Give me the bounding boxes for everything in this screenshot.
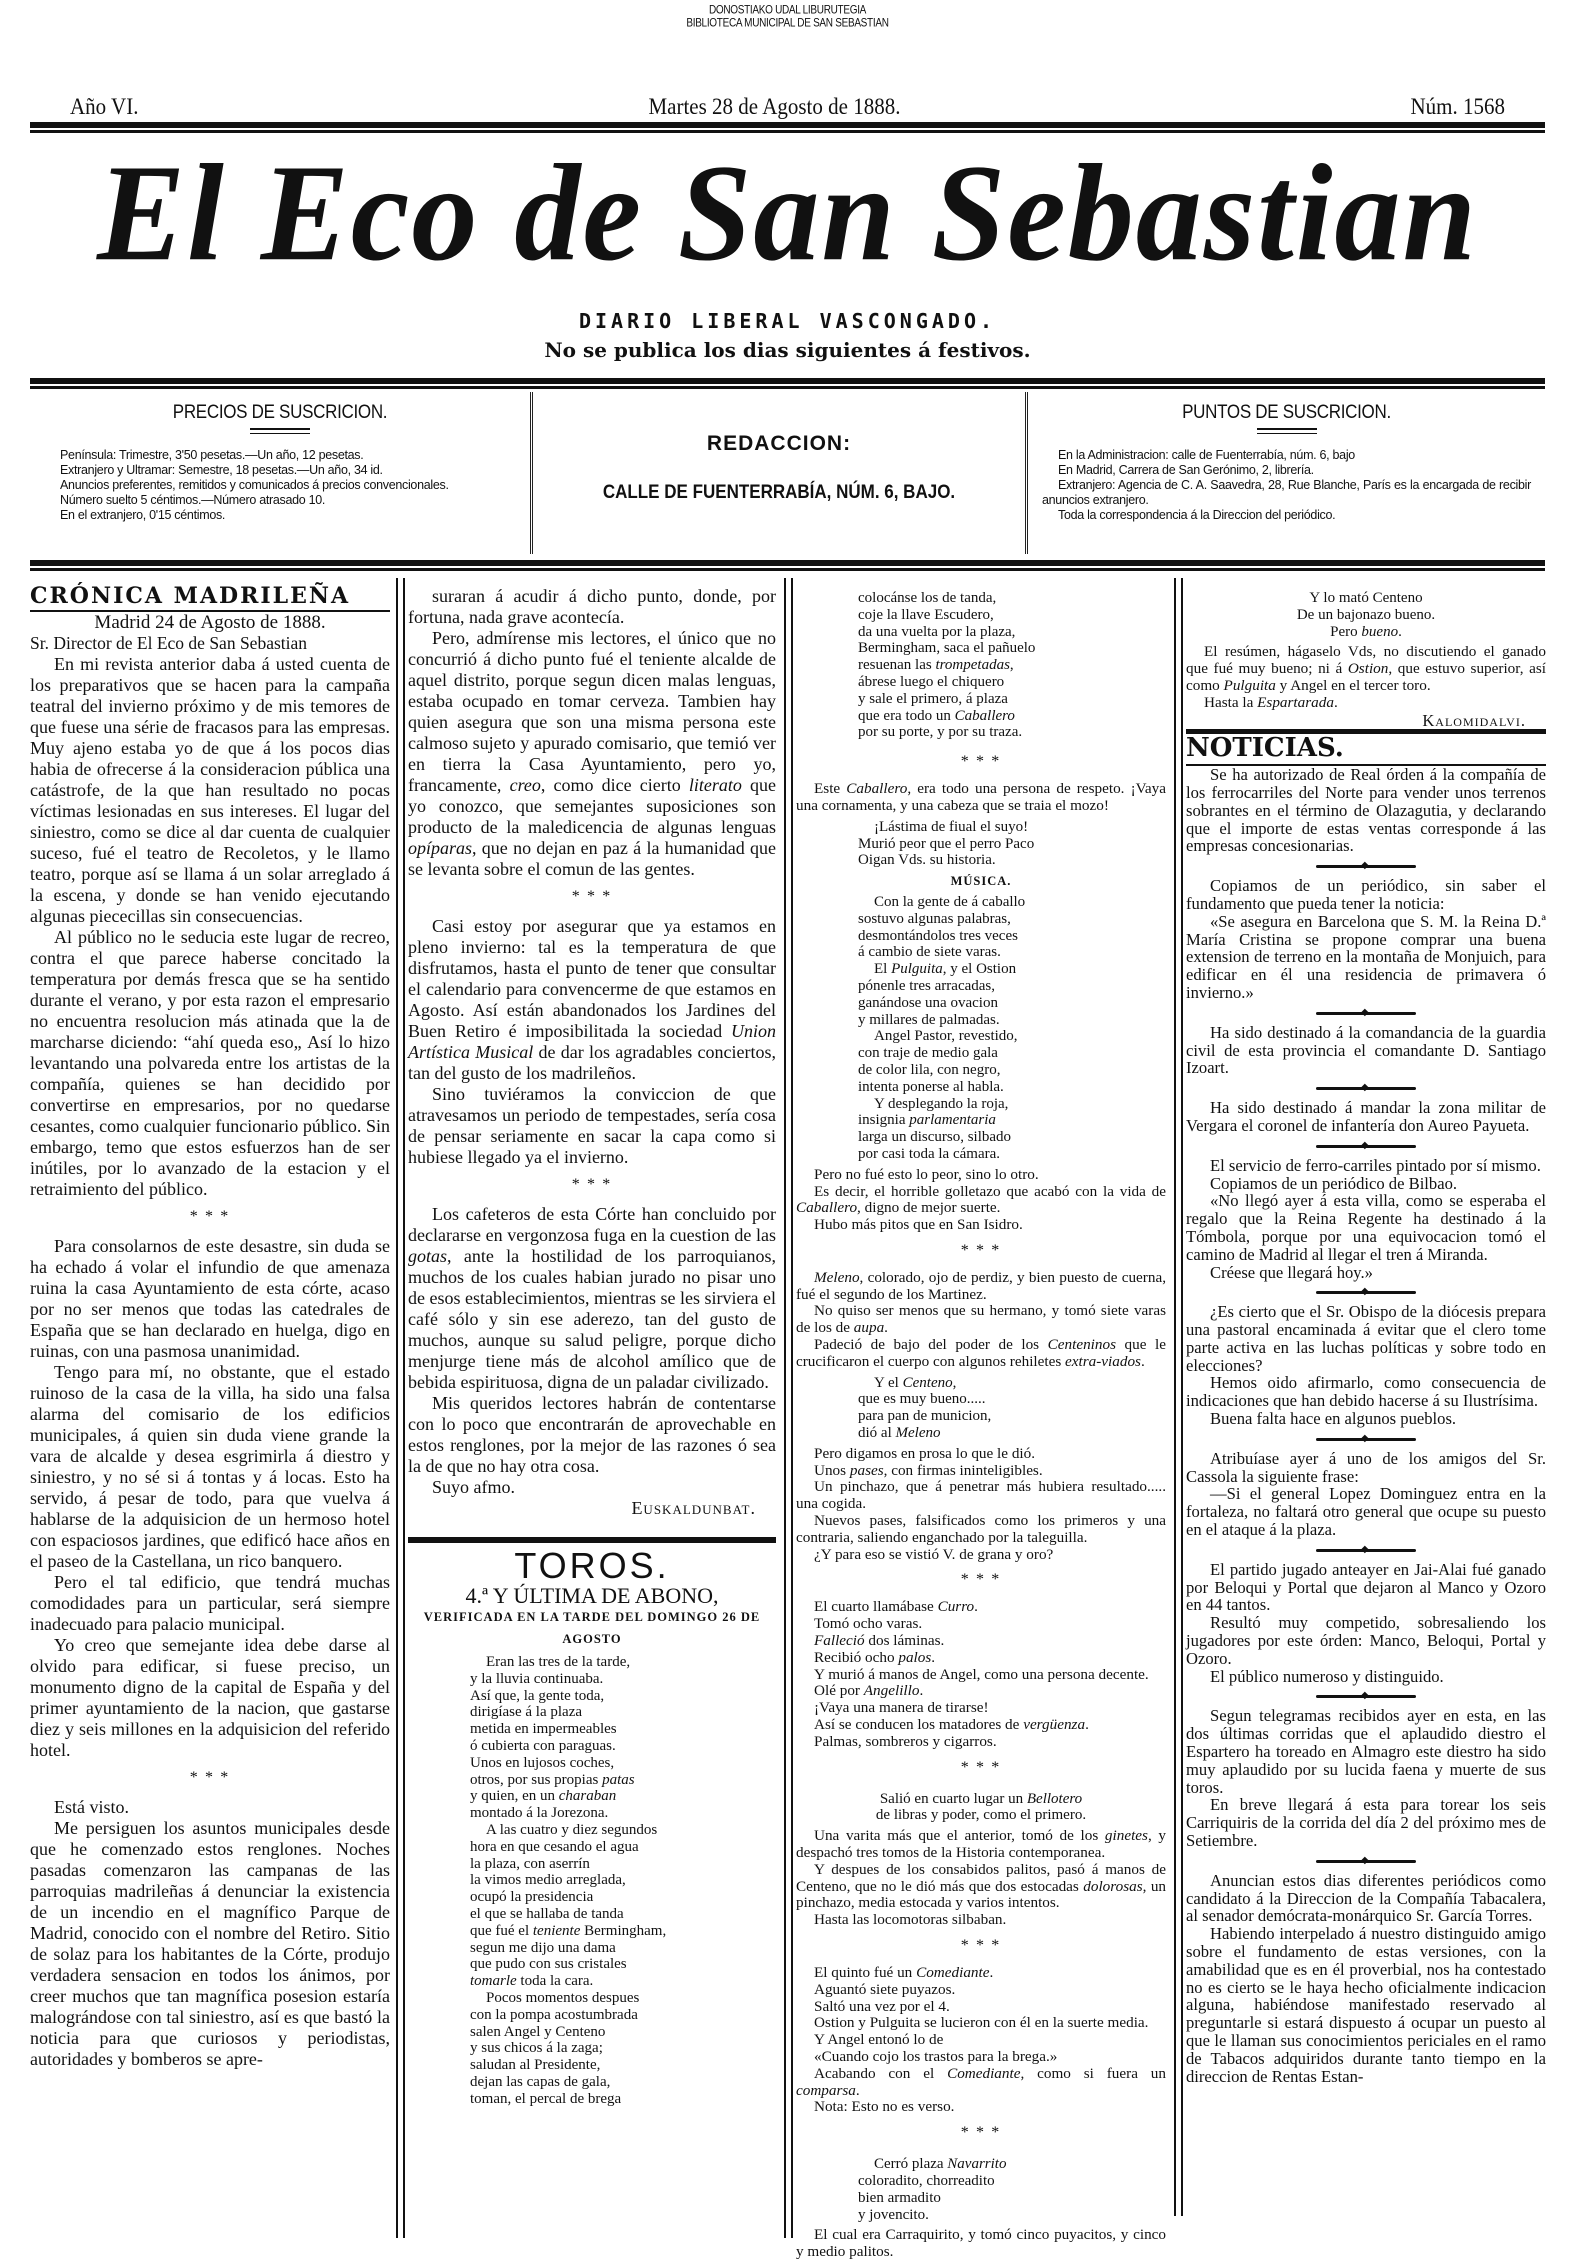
article-column xyxy=(796,586,1167,2261)
price-line: Extranjero y Ultramar: Semestre, 18 pesetas.—Un año, 34 id. xyxy=(60,463,383,477)
paragraph: El servicio de ferro-carriles pintado por sí mismo. xyxy=(1210,1155,1541,1175)
paragraph: Meleno, colorado, ojo de perdiz, y bien puesto de cuerna, fué el segundo de los Martinez. xyxy=(796,1268,1166,1303)
verse-line: metida en impermeables xyxy=(470,1721,617,1738)
verse-block xyxy=(796,2156,1166,2223)
prices-title: PRECIOS DE SUSCRICION. xyxy=(172,400,388,423)
paragraph: Y despues de los consabidos palitos, pasó á manos de Centeno, que no le dió más que dos estocadas dolorosas, un pinchazo, media estocada y varios intentos. xyxy=(796,1860,1167,1912)
paragraph: Yo creo que semejante idea debe darse al olvido para edificar, si fuese preciso, un monumento digno de la capital de España y del primer ayuntamiento de la nacion, que gastarse diez y seis millones en la adquisicion del referido hotel. xyxy=(30,1635,390,1760)
paragraph: Copiamos de un periódico de Bilbao. xyxy=(1210,1173,1458,1193)
verse-line: dirigíase á la plaza xyxy=(470,1704,583,1721)
verse-line: de color lila, con negro, xyxy=(858,1061,1001,1078)
paragraph: Al público no le seducia este lugar de recreo, contra el que parece haberse concitado la temperatura por demás fresca que se ha sentido durante el verano, y por esta razon el empresario no encuentra resolucion más atinada que la de marcharse diciendo: “ahí queda eso„ Así lo hizo levantando una polvareda entre los artistas de la compañía, quienes se han decidido por convertirse en empresarios, por no quedarse cesantes, como cualquier funcionario público. Sin embargo, temo que estos esfuerzos han de ser inútiles, por lo avanzado de la estacion y el retraimiento del público. xyxy=(30,927,390,1199)
paragraph: Y Angel entonó lo de xyxy=(814,2031,944,2049)
verse-line: de libras y poder, como el primero. xyxy=(875,1807,1087,1824)
section-break-asterisks: * * * xyxy=(960,1571,1002,1589)
verse-line: el que se hallaba de tanda xyxy=(470,1905,624,1922)
issue-date: Martes 28 de Agosto de 1888. xyxy=(648,92,901,119)
paragraph: En mi revista anterior daba á usted cuenta de los preparativos que se hacen para la campaña teatral del invierno próximo y de mis temores de que fuese una série de fracasos para las empresas. Muy ajeno estaba yo de que á los pocos dias habia de ofrecerse á la consideracion pública una catástrofe, de la que han resultado no pocas víctimas lesionadas en sus intereses. El lugar del siniestro, como se dice al dar cuenta de cualquier suceso, fué el teatro de Recoletos, y le llamo teatro, porque así se llama á un solar arreglado á la escena, y donde se han venido ejecutando algunas piececillas sin consecuencias. xyxy=(30,654,390,926)
paragraph: Ha sido destinado á la comandancia de la guardia civil de esta provincia el comandante D. Santiago Izoart. xyxy=(1186,1022,1546,1078)
redaccion-address: CALLE DE FUENTERRABÍA, NÚM. 6, BAJO. xyxy=(602,480,956,503)
points-section xyxy=(1025,392,1545,554)
verse-line: insignia parlamentaria xyxy=(858,1112,996,1129)
news-separator-ornament xyxy=(1186,1285,1546,1299)
verse-line: que pudo con sus cristales xyxy=(470,1956,627,1973)
verse-line: Bermingham, saca el pañuelo xyxy=(858,640,1036,657)
redaccion-section xyxy=(530,392,1025,554)
price-line: Número suelto 5 céntimos.—Número atrasado 10. xyxy=(60,493,326,507)
paragraph: Nota: Esto no es verso. xyxy=(814,2098,955,2116)
verse-line: ¡Lástima de fiual el suyo! xyxy=(874,818,1029,835)
paragraph: Pero el tal edificio, que tendrá muchas comodidades para un particular, será siempre inadecuado para palacio municipal. xyxy=(30,1572,390,1634)
verse-line: toman, el percal de brega xyxy=(470,2090,622,2107)
paragraph: Aguantó siete puyazos. xyxy=(814,1980,956,1998)
paragraph: Palmas, sombreros y cigarros. xyxy=(814,1732,997,1750)
verse-line: coje la llave Escudero, xyxy=(858,606,994,623)
paragraph: «No llegó ayer á esta villa, como se esperaba el regalo que la Reina Regente ha destinado á la Tómbola, porque por una equivocacion tomó el camino de Madrid al llegar el tren á Miranda. xyxy=(1186,1191,1546,1264)
article-column xyxy=(30,583,390,2238)
section-break-asterisks: * * * xyxy=(960,1758,1002,1776)
paragraph: El partido jugado anteayer en Jai-Alai fué ganado por Beloqui y Portal que dejaron al Manco y Ozoro en 44 tantos. xyxy=(1186,1559,1546,1615)
subscription-box xyxy=(30,392,1545,554)
verse-line: Cerró plaza Navarrito xyxy=(874,2156,1007,2173)
paragraph: Hemos oido afirmarlo, como consecuencia de indicaciones que han debido hacerse á su Ilustrísima. xyxy=(1186,1373,1546,1411)
verse-subheading: MÚSICA. xyxy=(950,874,1012,889)
section-break-asterisks: * * * xyxy=(571,1176,613,1193)
header-rule xyxy=(30,378,1545,386)
section-break-asterisks: * * * xyxy=(960,2124,1002,2142)
verse-line: da una vuelta por la plaza, xyxy=(858,623,1016,640)
paragraph: ¿Y para eso se vistió V. de grana y oro? xyxy=(814,1545,1054,1563)
paragraph: Nuevos pases, falsificados como los primeros y una contraria, saliendo enganchado por la taleguilla. xyxy=(796,1512,1166,1546)
verse-line: colocánse los de tanda, xyxy=(858,590,997,606)
paragraph: Este Caballero, era todo una persona de respeto. ¡Vaya una cornamenta, y una cabeza que se traia el mozo! xyxy=(796,780,1166,814)
paragraph: El cuarto llamábase Curro. xyxy=(814,1598,978,1616)
paragraph: Suyo afmo. xyxy=(432,1477,515,1497)
paragraph: Falleció dos láminas. xyxy=(814,1632,945,1650)
newspaper-tagline: DIARIO LIBERAL VASCONGADO. xyxy=(578,309,997,333)
verse-line: á cambio de siete varas. xyxy=(858,944,1001,961)
verse-line: Y el Centeno, xyxy=(874,1374,957,1391)
news-separator-ornament xyxy=(1186,1854,1546,1868)
paragraph: Tengo para mí, no obstante, que el estado ruinoso de la casa de la villa, ha sido una falsa alarma del comisario de los edificios municipales, á quien sin duda viene grande la vara de alcalde y desea esgrimirla á diestro y siniestro, y no sé si á tontas y á locas. Esto ha servido, á pesar de todo, para que vuelva á hablarse de la adquisicion de un hermoso hotel con espaciosos jardines, que edificó hace años en el paseo de la Castellana, un rico banquero. xyxy=(30,1362,390,1571)
paragraph: El resúmen, hágaselo Vds, no discutiendo el ganado que fué muy bueno; ni á Ostion, que estuvo superior, así como Pulguita y Angel en el tercer toro. xyxy=(1186,643,1546,694)
point-line: Extranjero: Agencia de C. A. Saavedra, 28, Rue Blanche, París es la encargada de recibir anuncios extranjero. xyxy=(1042,478,1531,507)
paragraph: ¿Es cierto que el Sr. Obispo de la diócesis prepara una pastoral encaminada á evitar que el clero tome parte activa en las luchas políticas y sobre todo en elecciones? xyxy=(1186,1302,1546,1375)
paragraph: Se ha autorizado de Real órden á la compañía de los ferrocarriles del Norte para vender unos terrenos sobrantes en el término de Olazagutia, y declarando que el importe de estas ventas corresponde á las empresas concesionarias. xyxy=(1186,765,1546,856)
letter-salutation: Sr. Director de El Eco de San Sebastian xyxy=(30,633,308,653)
author-signature: Kalomidalvi. xyxy=(1422,710,1526,730)
verse-line: otros, por sus propias patas xyxy=(470,1771,635,1788)
verse-line: ó cubierta con paraguas. xyxy=(470,1737,616,1754)
library-stamp xyxy=(0,4,1575,30)
verse-line: y millares de palmadas. xyxy=(858,1011,1000,1028)
toros-heading: TOROS. xyxy=(514,1545,670,1586)
column-divider xyxy=(1174,578,1183,2216)
point-line: En la Administracion: calle de Fuenterrabía, núm. 6, bajo xyxy=(1058,448,1355,462)
verse-line: saludan al Presidente, xyxy=(470,2057,601,2074)
verse-block xyxy=(796,1375,1166,1442)
paragraph: suraran á acudir á dicho punto, donde, por fortuna, nada grave acontecía. xyxy=(408,586,776,627)
news-separator-ornament xyxy=(1186,1432,1546,1446)
paragraph: ¡Vaya una manera de tirarse! xyxy=(814,1699,989,1717)
section-break-asterisks: * * * xyxy=(960,1241,1002,1259)
paragraph: Y murió á manos de Angel, como una persona decente. xyxy=(814,1665,1149,1683)
redaccion-title: REDACCION: xyxy=(706,432,852,455)
noticias-heading: NOTICIAS. xyxy=(1186,729,1546,766)
paragraph: No quiso ser menos que su hermano, y tomó siete varas de los de aupa. xyxy=(796,1302,1166,1337)
paragraph: «Cuando cojo los trastos para la brega.» xyxy=(814,2047,1058,2065)
paragraph: Segun telegramas recibidos ayer en esta, en las dos últimas corridas que el aplaudido diestro el Espartero ha toreado en Almagro este diestro ha sido muy aplaudido por su lucida faena y muerte de sus toros. xyxy=(1186,1706,1546,1797)
verse-line: ocupó la presidencia xyxy=(470,1889,594,1906)
news-separator-ornament xyxy=(1186,859,1546,873)
verse-line: ábrese luego el chiquero xyxy=(858,673,1005,690)
verse-line: Y desplegando la roja, xyxy=(874,1095,1009,1112)
verse-line: que era todo un Caballero xyxy=(858,707,1015,724)
paragraph: Para consolarnos de este desastre, sin duda se ha echado á volar el infundio de que amenaza ruina la casa Ayuntamiento de esta córte, acaso por no ser menos que todas las catedrales de España que se han declarado en huelga, digo en ruinas, con una pasmosa unanimidad. xyxy=(30,1236,390,1361)
toros-date-line: VERIFICADA EN LA TARDE DEL DOMINGO 26 DE AGOSTO xyxy=(423,1610,761,1646)
paragraph: Anuncian estos dias diferentes periódicos como candidato á la Direccion de la Compañía Tabacalera, al senador demócrata-monárquico Sr. García Torres. xyxy=(1186,1870,1546,1926)
section-break-asterisks: * * * xyxy=(189,1208,231,1225)
paragraph: Recibió ocho palos. xyxy=(814,1648,936,1666)
paragraph: Copiamos de un periódico, sin saber el fundamento que pueda tener la noticia: xyxy=(1186,876,1546,913)
newspaper-title: El Eco de San Sebastian xyxy=(97,135,1478,290)
verse-line: la plaza, con aserrín xyxy=(470,1855,590,1872)
article-column xyxy=(1186,586,1546,2238)
paragraph: Buena falta hace en algunos pueblos. xyxy=(1210,1409,1457,1429)
verse-line: Pero bueno. xyxy=(1330,623,1402,640)
verse-line: y quien, en un charaban xyxy=(470,1788,617,1805)
paragraph: Es decir, el horrible golletazo que acabó con la vida de Caballero, digno de mejor suerte. xyxy=(796,1182,1166,1217)
verse-block xyxy=(796,894,1166,1163)
paragraph: Está visto. xyxy=(54,1797,129,1817)
paragraph: Una varita más que el anterior, tomó de los ginetes, y despachó tres tomos de la Historia contemporanea. xyxy=(796,1827,1167,1861)
paragraph: Acabando con el Comediante, como si fuera un comparsa. xyxy=(796,2064,1166,2099)
verse-line: intenta ponerse al habla. xyxy=(858,1078,1004,1095)
section-break-asterisks: * * * xyxy=(189,1769,231,1786)
paragraph: Habiendo interpelado á nuestro distinguido amigo sobre el fundamento de estas versiones, con la amabilidad que es en él proverbial, nos ha contestado no es cierto se le haya hecho oficialmente indicacion alguna, habiéndose manifestado reservado al preguntarle si estará dispuesto á ocupar un puesto al que le llaman sus conocimientos periciales en el ramo de Tabacos adquiridos durante tanto tiempo en la direccion de Rentas Estan- xyxy=(1186,1924,1546,2086)
paragraph: Ha sido destinado á mandar la zona militar de Vergara el coronel de infantería don Aureo Payueta. xyxy=(1186,1098,1546,1135)
paragraph: Créese que llegará hoy.» xyxy=(1210,1262,1373,1282)
verse-line: con la pompa acostumbrada xyxy=(470,2006,638,2023)
column-divider xyxy=(396,578,405,2238)
paragraph: Así se conducen los matadores de vergüenza. xyxy=(814,1716,1089,1734)
verse-line: segun me dijo una dama xyxy=(470,1939,616,1956)
verse-line: sostuvo algunas palabras, xyxy=(858,910,1011,927)
verse-block xyxy=(408,1654,776,2108)
point-line: En Madrid, Carrera de San Gerónimo, 2, librería. xyxy=(1058,463,1314,477)
section-break-asterisks: * * * xyxy=(571,888,613,905)
verse-line: la vimos medio arreglada, xyxy=(470,1872,626,1889)
section-rule xyxy=(408,1537,776,1543)
paragraph: Pero no fué esto lo peor, sino lo otro. xyxy=(814,1165,1039,1183)
point-line: Toda la correspondencia á la Direccion del periódico. xyxy=(1058,508,1336,522)
verse-line: El Pulguita, y el Ostion xyxy=(874,961,1017,978)
paragraph: —Si el general Lopez Dominguez entra en la fortaleza, no faltará otro general que ocupe su puesto en el ataque á la plaza. xyxy=(1186,1484,1546,1540)
verse-line: salen Angel y Centeno xyxy=(470,2023,606,2040)
verse-block xyxy=(1186,590,1546,640)
verse-line: Unos en lujosos coches, xyxy=(470,1754,615,1771)
issue-number: Núm. 1568 xyxy=(1410,92,1505,119)
verse-line: tomarle toda la cara. xyxy=(470,1973,594,1990)
paragraph: Padeció de bajo del poder de los Centeninos que le crucificaron el cuerpo con algunos rehiletes extra-viados. xyxy=(796,1336,1166,1370)
paragraph: «Se asegura en Barcelona que S. M. la Reina D.ª María Cristina se propone comprar una buena extension de terreno en la montaña de Monjuich, para edificar en él una residencia de primavera ó invierno.» xyxy=(1186,911,1546,1002)
verse-line: por su porte, y por su traza. xyxy=(858,724,1023,741)
paragraph: El cual era Carraquirito, y tomó cinco puyacitos, y cinco y medio palitos. xyxy=(796,2226,1166,2261)
verse-line: Angel Pastor, revestido, xyxy=(874,1028,1018,1045)
verse-line: que fué el teniente Bermingham, xyxy=(470,1922,667,1939)
paragraph: En breve llegará á esta para torear los seis Carriquiris de la corrida del día 2 del próximo mes de Setiembre. xyxy=(1186,1795,1546,1851)
section-break-asterisks: * * * xyxy=(960,753,1002,771)
divider xyxy=(1257,428,1317,434)
paragraph: Casi estoy por asegurar que ya estamos en pleno invierno: tal es la temperatura de que disfrutamos, hasta el punto de tener que consultar el calendario para convencerme de que estamos en Agosto. Así están abandonados los Jardines del Buen Retiro é imposibilitada la sociedad Union Artística Musical de dar los agradables conciertos, tan del gusto de los madrileños. xyxy=(408,916,776,1083)
paragraph: Olé por Angelillo. xyxy=(814,1682,924,1700)
paragraph: Pero, admírense mis lectores, el único que no concurrió á dicho punto fué el teniente alcalde de aquel distrito, porque segun dicen malas lenguas, estaba ocupado en tomar cerveza. Tambien hay quien asegura que son una misma persona este calmoso sujeto y apurado comisario, que temió ver en tierra la Casa Ayuntamiento, pero yo, francamente, creo, como dice cierto literato que yo conozco, que semejantes suposiciones son producto de la maledicencia de algunas lenguas opíparas, que no dejan en paz á la humanidad que se levanta sobre el comun de las gentes. xyxy=(408,628,776,879)
paragraph: Hasta las locomotoras silbaban. xyxy=(814,1911,1007,1929)
issue-dateline xyxy=(70,90,1505,121)
verse-line: pónenle tres arracadas, xyxy=(858,977,996,994)
verse-line: A las cuatro y diez segundos xyxy=(486,1821,658,1838)
verse-line: Con la gente de á caballo xyxy=(874,893,1026,910)
news-separator-ornament xyxy=(1186,1139,1546,1153)
paragraph: Mis queridos lectores habrán de contentarse con lo poco que encontrarán de aprovechable en estos renglones, por la mejor de las razones ó sea la de que no hay otra cosa. xyxy=(408,1393,776,1476)
verse-line: y sus chicos á la zaga; xyxy=(470,2040,603,2057)
paragraph: Los cafeteros de esta Córte han concluido por declararse en vergonzosa fuga en la cuestion de las gotas, ante la hostilidad de los parroquianos, muchos de los cuales habian jurado no pisar uno de esos establecimientos, mientras se les sirviera el café sólo y sin ese aderezo, tan del gusto de muchos, aunque su salud peligre, porque dicho menjurge tiene más de alcohol amílico que de bebida espirituosa, digna de un paladar civilizado. xyxy=(408,1204,776,1392)
paragraph: Pero digamos en prosa lo que le dió. xyxy=(814,1444,1036,1462)
verse-line: Murió peor que el perro Paco xyxy=(858,835,1035,852)
verse-line: y sale el primero, á plaza xyxy=(858,690,1008,707)
news-separator-ornament xyxy=(1186,1689,1546,1703)
verse-line: Eran las tres de la tarde, xyxy=(486,1654,631,1670)
verse-block xyxy=(796,1791,1166,1825)
verse-line: por casi toda la cámara. xyxy=(858,1145,1001,1162)
paragraph: Resultó muy competido, sobresaliendo los jugadores por este órden: Manco, Beloqui, Portal y Ozoro. xyxy=(1186,1613,1546,1668)
verse-line: bien armadito xyxy=(858,2189,941,2206)
letter-dateline: Madrid 24 de Agosto de 1888. xyxy=(94,612,326,633)
issue-year: Año VI. xyxy=(70,92,139,119)
price-line: Anuncios preferentes, remitidos y comunicados á precios convencionales. xyxy=(60,478,449,492)
verse-line: con traje de medio gala xyxy=(858,1045,998,1062)
verse-line: Salió en cuarto lugar un Bellotero xyxy=(879,1790,1083,1807)
points-title: PUNTOS DE SUSCRICION. xyxy=(1182,400,1391,423)
publication-notice: No se publica los dias siguientes á festivos. xyxy=(544,338,1031,362)
article-column xyxy=(408,586,776,2238)
verse-line: coloradito, chorreadito xyxy=(858,2172,995,2189)
verse-line: para pan de municion, xyxy=(858,1408,992,1425)
verse-line: dejan las capas de gala, xyxy=(470,2073,611,2090)
paragraph: Atribuíase ayer á uno de los amigos del Sr. Cassola la siguiente frase: xyxy=(1186,1448,1546,1486)
paragraph: Ostion y Pulguita se lucieron con él en la suerte media. xyxy=(814,2014,1149,2032)
paragraph: Tomó ocho varas. xyxy=(814,1615,923,1633)
verse-line: desmontándolos tres veces xyxy=(858,927,1018,944)
verse-line: y la lluvia continuaba. xyxy=(470,1670,604,1687)
paragraph: El público numeroso y distinguido. xyxy=(1210,1666,1444,1686)
verse-line: que es muy bueno..... xyxy=(858,1391,986,1408)
verse-line: hora en que cesando el agua xyxy=(470,1838,639,1855)
verse-line: resuenan las trompetadas, xyxy=(858,657,1014,674)
paragraph: El quinto fué un Comediante. xyxy=(814,1963,994,1981)
verse-line: y jovencito. xyxy=(858,2206,929,2223)
paragraph: Me persiguen los asuntos municipales desde que he comenzado estos renglones. Noches pasadas comenzaron las campanas de las parroquias madrileñas á denunciar la existencia de un incendio en el magnífico Parque de Madrid, conocido con el nombre del Retiro. Sitio de solaz para los habitantes de la Córte, produjo verdadera sensacion en todos los ánimos, por creer muchos que tan magnífica posesion estaría malográndose con tal siniestro, así es que bastó la noticia para que curiosos y periodistas, autoridades y bomberos se apre- xyxy=(30,1818,390,2069)
verse-line: Oigan Vds. su historia. xyxy=(858,852,996,869)
stamp-line: DONOSTIAKO UDAL LIBURUTEGIA xyxy=(708,3,867,17)
verse-line: Y lo mató Centeno xyxy=(1309,590,1423,606)
toros-subheading: 4.ª Y ÚLTIMA DE ABONO, xyxy=(465,1583,719,1608)
column-divider xyxy=(784,578,793,2238)
news-separator-ornament xyxy=(1186,1006,1546,1020)
divider xyxy=(250,428,310,434)
news-separator-ornament xyxy=(1186,1543,1546,1557)
price-line: En el extranjero, 0'15 céntimos. xyxy=(60,508,226,522)
paragraph: Un pinchazo, que á penetrar más hubiera resultado..... una cogida. xyxy=(796,1478,1166,1513)
verse-line: larga un discurso, silbado xyxy=(858,1129,1012,1146)
paragraph: Hasta la Espartarada. xyxy=(1204,693,1338,711)
section-break-asterisks: * * * xyxy=(960,1936,1002,1954)
paragraph: Unos pases, con firmas ininteligibles. xyxy=(814,1461,1043,1479)
verse-line: Pocos momentos despues xyxy=(486,1989,640,2006)
header-rule xyxy=(30,122,1545,130)
verse-line: dió al Meleno xyxy=(858,1425,941,1442)
verse-line: montado á la Jorezona. xyxy=(470,1805,609,1822)
header-rule xyxy=(30,560,1545,568)
verse-line: Así que, la gente toda, xyxy=(470,1687,605,1704)
price-line: Península: Trimestre, 3'50 pesetas.—Un año, 12 pesetas. xyxy=(60,448,364,462)
stamp-line: BIBLIOTECA MUNICIPAL DE SAN SEBASTIAN xyxy=(686,17,889,31)
verse-line: De un bajonazo bueno. xyxy=(1296,606,1436,623)
paragraph: Hubo más pitos que en San Isidro. xyxy=(814,1216,1023,1234)
verse-block xyxy=(796,819,1166,869)
verse-line: ganándose una ovacion xyxy=(858,994,998,1011)
news-separator-ornament xyxy=(1186,1081,1546,1095)
section-heading: CRÓNICA MADRILEÑA xyxy=(30,586,390,612)
paragraph: Saltó una vez por el 4. xyxy=(814,1997,950,2015)
verse-block xyxy=(796,590,1166,741)
paragraph: Sino tuviéramos la conviccion de que atravesamos un periodo de tempestades, sería cosa de pensar seriamente en sacar la capa como si hubiese llegado ya el invierno. xyxy=(408,1084,776,1167)
author-signature: Euskaldunbat. xyxy=(631,1498,756,1518)
prices-section xyxy=(30,392,530,554)
